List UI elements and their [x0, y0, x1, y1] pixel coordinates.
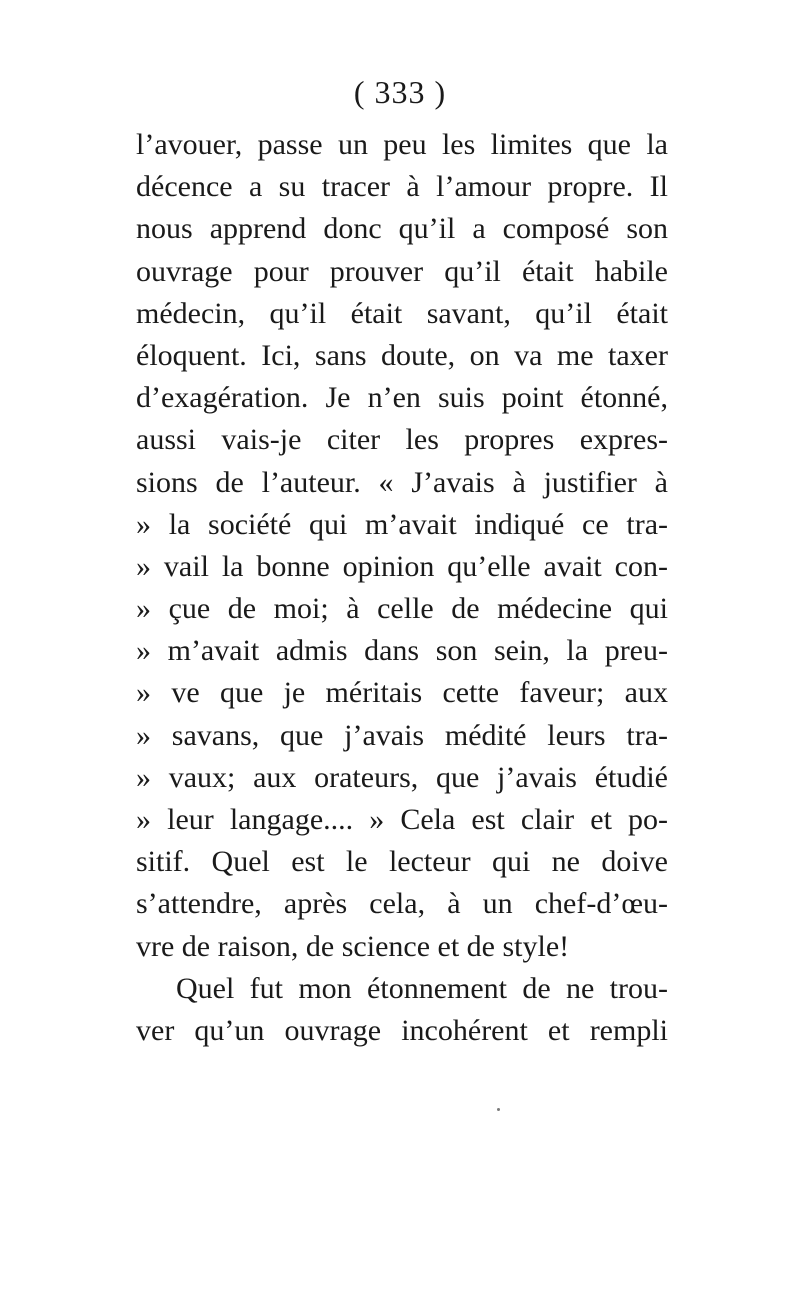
page-number: ( 333 ) [353, 74, 447, 110]
text-line: » ve que je méritais cette faveur; aux [136, 676, 668, 710]
text-line: médecin, qu’il était savant, qu’il était [136, 296, 668, 330]
text-line: vre de raison, de science et de style! [136, 929, 570, 963]
text-line: » savans, que j’avais médité leurs tra- [136, 718, 668, 752]
text-line: d’exagération. Je n’en suis point étonné, [136, 381, 668, 415]
text-line: l’avouer, passe un peu les limites que la [136, 128, 668, 161]
text-line: » vail la bonne opinion qu’elle avait con- [136, 549, 668, 583]
text-line: ouvrage pour prouver qu’il était habile [136, 254, 668, 288]
body-text [136, 124, 668, 1052]
text-line: » leur langage.... » Cela est clair et po- [136, 803, 668, 836]
text-line: nous apprend donc qu’il a composé son [136, 212, 668, 246]
text-line: sions de l’auteur. « J’avais à justifier à [136, 465, 668, 499]
text-line: aussi vais-je citer les propres expres- [136, 423, 668, 457]
text-line: décence a su tracer à l’amour propre. Il [136, 170, 668, 204]
paper-speck [497, 1108, 500, 1111]
text-line: » la société qui m’avait indiqué ce tra- [136, 507, 668, 541]
paragraph-first-line: Quel fut mon étonnement de ne trou- [176, 971, 668, 1005]
text-line: » vaux; aux orateurs, que j’avais étudié [136, 760, 668, 794]
text-line: » m’avait admis dans son sein, la preu- [136, 634, 668, 668]
text-line: s’attendre, après cela, à un chef-d’œu- [136, 887, 668, 921]
text-line: ver qu’un ouvrage incohérent et rempli [136, 1013, 668, 1047]
text-line: » çue de moi; à celle de médecine qui [136, 592, 668, 626]
text-line: sitif. Quel est le lecteur qui ne doive [136, 845, 668, 879]
text-line: éloquent. Ici, sans doute, on va me taxer [136, 338, 668, 372]
